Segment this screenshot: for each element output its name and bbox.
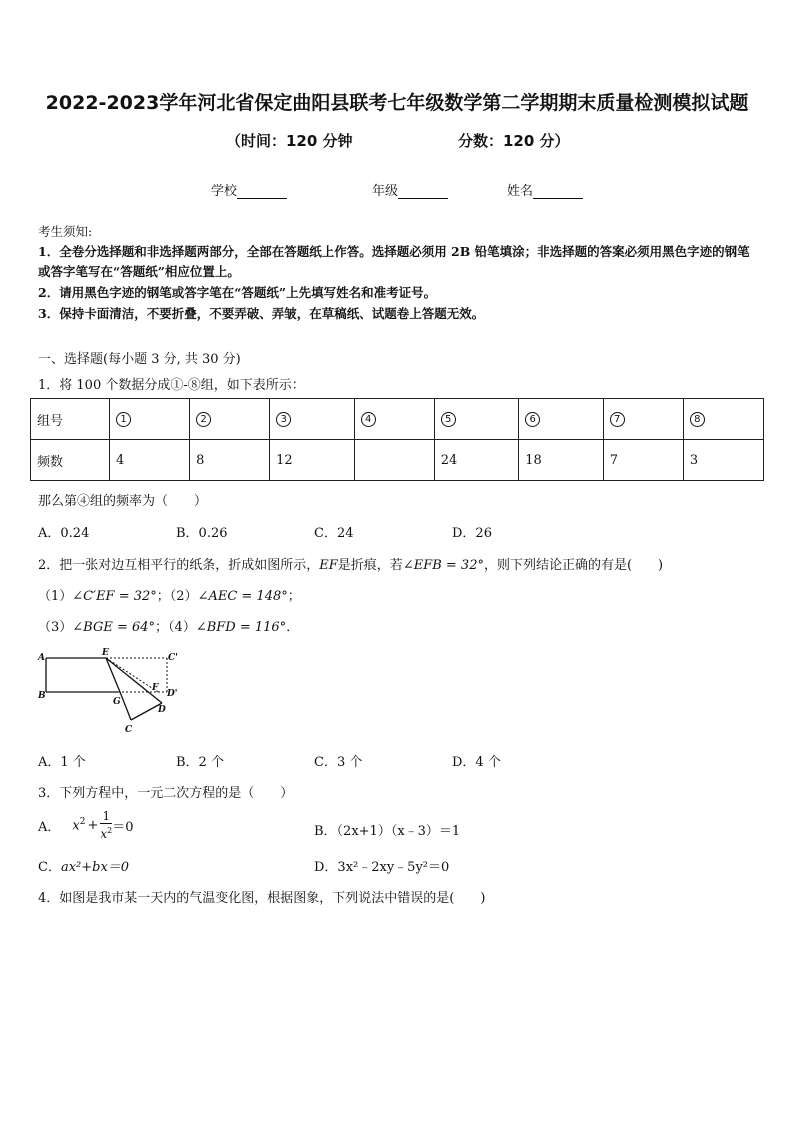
label-c-prime: C' (168, 653, 178, 663)
q2-crease: EF (319, 558, 338, 573)
q1-option-b[interactable]: B．0.26 (176, 526, 228, 541)
q2-conclusion-4: ∠BFD = 116° (195, 620, 287, 635)
folded-strip-figure (34, 646, 194, 738)
notice-item-2: 2．请用黑色字迹的钢笔或答字笔在“答题纸”上先填写姓名和准考证号。 (38, 285, 437, 300)
q2-sep: ；（4） (155, 620, 196, 635)
q3-a-fraction: $\frac{1}{x^2}$ (100, 809, 113, 841)
q2-conclusions-1-2 (38, 585, 301, 604)
label-f: F (152, 683, 159, 693)
q3-a-num: 1 (100, 810, 112, 824)
row-label: 频数 (31, 440, 110, 481)
school-field (211, 180, 287, 199)
grade-field (372, 180, 448, 199)
freq-cell: 24 (434, 440, 519, 481)
q3-a-plus: + (87, 818, 99, 833)
group-cell (519, 399, 604, 440)
group-cell (110, 399, 190, 440)
grade-blank[interactable] (398, 186, 448, 199)
freq-cell (354, 440, 434, 481)
notice-heading: 考生须知: (38, 224, 93, 239)
group-cell (683, 399, 763, 440)
q2-sep: （1） (38, 589, 73, 604)
freq-cell: 8 (190, 440, 270, 481)
q2-option-c[interactable]: C．3 个 (314, 755, 363, 770)
exam-score: 分数：120 分） (458, 132, 570, 150)
group-number: 8 (690, 412, 705, 427)
group-number: 5 (441, 412, 456, 427)
notice-item-3: 3．保持卡面清洁，不要折叠，不要弄破、弄皱，在草稿纸、试题卷上答题无效。 (38, 306, 485, 321)
q2-sep: ． (286, 620, 300, 635)
freq-cell: 18 (519, 440, 604, 481)
q4-stem: 4．如图是我市某一天内的气温变化图，根据图象，下列说法中错误的是( ) (38, 891, 486, 906)
q2-stem-c: ，则下列结论正确的有是( ) (483, 558, 664, 573)
label-a: A (38, 653, 45, 663)
label-d-prime: D' (167, 689, 178, 699)
q2-option-d[interactable]: D．4 个 (452, 755, 501, 770)
q3-option-c[interactable] (38, 856, 129, 875)
freq-cell: 7 (603, 440, 683, 481)
q3-option-c-expr: ax²+bx＝0 (60, 860, 130, 875)
freq-cell: 12 (270, 440, 355, 481)
q3-a-tail: ＝0 (112, 820, 134, 835)
group-number: 1 (116, 412, 131, 427)
q2-stem-b: 是折痕，若 (337, 558, 403, 573)
q3-option-b[interactable]: B．（2x+1）（x﹣3）＝1 (314, 824, 461, 839)
q2-conclusion-1: ∠C′EF = 32° (72, 589, 157, 604)
q2-condition: ∠EFB = 32° (402, 558, 484, 573)
exam-time: （时间：120 分钟 (226, 132, 353, 150)
group-number: 3 (276, 412, 291, 427)
table-row (31, 440, 764, 481)
group-cell (270, 399, 355, 440)
group-number: 2 (196, 412, 211, 427)
section-heading: 一、选择题(每小题 3 分, 共 30 分) (38, 352, 241, 367)
q3-a-x: x (72, 818, 80, 834)
q2-conclusion-3: ∠BGE = 64° (72, 620, 156, 635)
dashed-crease-ef (106, 658, 158, 692)
q2-sep: ；（2） (156, 589, 198, 604)
grade-label: 年级 (372, 184, 399, 199)
label-g: G (113, 697, 121, 707)
frequency-table (30, 398, 764, 481)
q3-option-a-label: A． (38, 820, 61, 835)
q2-conclusions-3-4 (38, 616, 299, 635)
q1-question: 那么第④组的频率为（ ） (38, 494, 208, 509)
q3-option-a[interactable]: A． $x^2$ + $\frac{1}{x^2}$ ＝0 (38, 809, 134, 841)
q2-option-a[interactable]: A．1 个 (38, 755, 86, 770)
label-c: C (125, 725, 133, 735)
row-label: 组号 (31, 399, 110, 440)
group-cell (434, 399, 519, 440)
school-blank[interactable] (237, 186, 287, 199)
group-number: 7 (610, 412, 625, 427)
q3-stem: 3．下列方程中，一元二次方程的是（ ） (38, 786, 294, 801)
q2-stem-a: 2．把一张对边互相平行的纸条，折成如图所示， (38, 558, 320, 573)
q3-option-d[interactable]: D．3x²﹣2xy﹣5y²＝0 (314, 860, 450, 875)
q3-a-den: x (100, 827, 108, 841)
group-cell (190, 399, 270, 440)
group-cell (603, 399, 683, 440)
q1-option-d[interactable]: D．26 (452, 526, 492, 541)
label-b: B (38, 691, 46, 701)
q2-stem (38, 554, 663, 573)
freq-cell: 4 (110, 440, 190, 481)
folded-edge-gc (120, 692, 131, 720)
group-cell (354, 399, 434, 440)
q2-sep: （3） (38, 620, 73, 635)
notice-item-1: 1．全卷分选择题和非选择题两部分，全部在答题纸上作答。选择题必须用 2B 铅笔填涂；非选择题的答案必须用黑色字迹的钢笔或答字笔写在“答题纸”相应位置上。 (38, 244, 750, 279)
q1-option-a[interactable]: A．0.24 (38, 526, 90, 541)
freq-cell: 3 (683, 440, 763, 481)
name-field (507, 180, 583, 199)
q1-option-c[interactable]: C．24 (314, 526, 354, 541)
label-e: E (102, 648, 109, 658)
q2-sep: ； (287, 589, 301, 604)
page-title: 2022-2023学年河北省保定曲阳县联考七年级数学第二学期期末质量检测模拟试题 (45, 92, 749, 114)
group-number: 6 (525, 412, 540, 427)
table-row (31, 399, 764, 440)
q1-stem: 1．将 100 个数据分成①-⑧组，如下表所示： (38, 378, 305, 393)
q3-option-c-label: C． (38, 860, 61, 875)
q2-option-b[interactable]: B．2 个 (176, 755, 224, 770)
name-label: 姓名 (507, 184, 534, 199)
group-number: 4 (361, 412, 376, 427)
q2-conclusion-2: ∠AEC = 148° (197, 589, 288, 604)
name-blank[interactable] (533, 186, 583, 199)
label-d: D (158, 705, 166, 715)
school-label: 学校 (211, 184, 238, 199)
